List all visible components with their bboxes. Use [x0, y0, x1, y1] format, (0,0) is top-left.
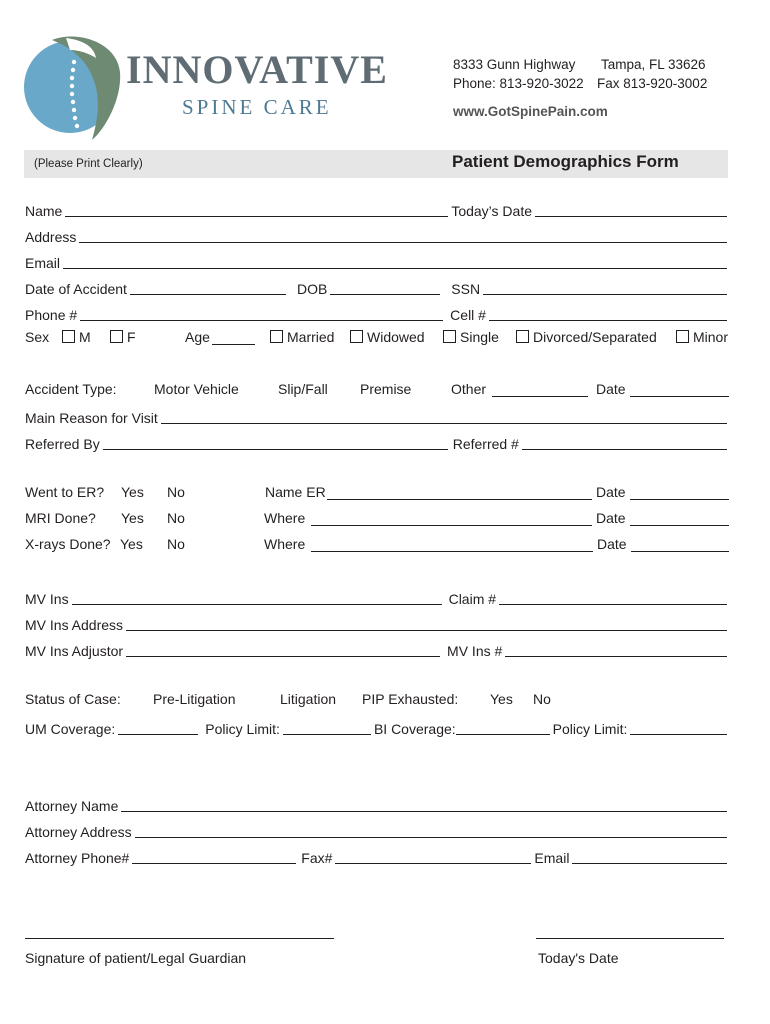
- address-line: 8333 Gunn Highway: [453, 57, 576, 72]
- website-link[interactable]: www.GotSpinePain.com: [453, 104, 608, 119]
- sex-male-option[interactable]: M: [62, 329, 91, 345]
- name-field[interactable]: [65, 202, 448, 217]
- policy-limit-label: Policy Limit:: [205, 721, 280, 737]
- policy-limit-2-field[interactable]: [630, 720, 727, 735]
- spine-logo-icon: [22, 32, 132, 142]
- claim-field[interactable]: [499, 590, 727, 605]
- pre-litigation-option[interactable]: Pre-Litigation: [153, 691, 236, 707]
- checkbox-icon[interactable]: [676, 330, 689, 343]
- name-row: [25, 199, 730, 219]
- email-label: Email: [25, 255, 61, 271]
- brand-name: INNOVATIVE: [126, 47, 388, 92]
- dob-field[interactable]: [330, 280, 440, 295]
- pip-no-option[interactable]: No: [533, 691, 551, 707]
- address-row: [25, 225, 730, 245]
- mv-ins-num-field[interactable]: [505, 642, 727, 657]
- mri-where-label: Where: [264, 510, 306, 526]
- mv-ins-adjustor-field[interactable]: [126, 642, 440, 657]
- cell-field[interactable]: [489, 306, 727, 321]
- age-field[interactable]: [212, 343, 255, 345]
- print-note: (Please Print Clearly): [34, 158, 143, 170]
- checkbox-icon[interactable]: [270, 330, 283, 343]
- motor-vehicle-option[interactable]: Motor Vehicle: [154, 381, 239, 397]
- address-field[interactable]: [79, 228, 727, 243]
- signature-label: Signature of patient/Legal Guardian: [25, 950, 247, 966]
- divorced-option[interactable]: Divorced/Separated: [516, 329, 657, 345]
- accident-date-field[interactable]: [630, 395, 729, 397]
- mri-no-option[interactable]: No: [167, 510, 185, 526]
- age-label: Age: [185, 329, 210, 345]
- other-label: Other: [451, 381, 487, 397]
- dob-label: DOB: [296, 281, 328, 297]
- xrays-date-label: Date: [597, 536, 627, 552]
- um-coverage-label: UM Coverage:: [25, 721, 116, 737]
- todays-date-label: Today’s Date: [451, 203, 532, 219]
- accident-date-label: Date: [596, 381, 626, 397]
- attorney-address-label: Attorney Address: [25, 824, 132, 840]
- mv-ins-address-label: MV Ins Address: [25, 617, 124, 633]
- mv-ins-address-field[interactable]: [126, 616, 727, 631]
- checkbox-icon[interactable]: [443, 330, 456, 343]
- name-er-field[interactable]: [327, 498, 592, 500]
- mv-ins-address-row: [25, 613, 730, 633]
- xrays-yes-option[interactable]: Yes: [120, 536, 143, 552]
- checkbox-icon[interactable]: [516, 330, 529, 343]
- referred-num-label: Referred #: [452, 436, 519, 452]
- policy-limit-field[interactable]: [283, 720, 371, 735]
- single-option[interactable]: Single: [443, 329, 499, 345]
- minor-option[interactable]: Minor: [676, 329, 728, 345]
- attorney-phone-row: [25, 846, 730, 866]
- xrays-date-field[interactable]: [631, 550, 729, 552]
- attorney-address-row: [25, 820, 730, 840]
- mri-date-field[interactable]: [630, 524, 729, 526]
- brand-subtitle: SPINE CARE: [182, 95, 332, 119]
- referred-by-label: Referred By: [25, 436, 100, 452]
- signature-date-line[interactable]: [536, 937, 724, 939]
- signature-line[interactable]: [25, 937, 334, 939]
- coverage-row: [25, 717, 730, 737]
- email-row: [25, 251, 730, 271]
- litigation-option[interactable]: Litigation: [280, 691, 337, 707]
- attorney-name-row: [25, 794, 730, 814]
- signature-date-label: Today's Date: [538, 950, 619, 966]
- phone-field[interactable]: [80, 306, 443, 321]
- date-of-accident-field[interactable]: [130, 280, 286, 295]
- bi-coverage-label: BI Coverage:: [373, 721, 456, 737]
- checkbox-icon[interactable]: [62, 330, 75, 343]
- pip-exhausted-label: PIP Exhausted:: [362, 691, 459, 707]
- cell-label: Cell #: [450, 307, 486, 323]
- referred-row: [25, 432, 730, 452]
- mri-where-field[interactable]: [311, 524, 592, 526]
- claim-label: Claim #: [448, 591, 497, 607]
- referred-by-field[interactable]: [103, 435, 448, 450]
- email-field[interactable]: [63, 254, 727, 269]
- mv-ins-num-label: MV Ins #: [447, 643, 503, 659]
- bi-coverage-field[interactable]: [456, 720, 550, 735]
- attorney-address-field[interactable]: [135, 823, 727, 838]
- checkbox-icon[interactable]: [110, 330, 123, 343]
- main-reason-label: Main Reason for Visit: [25, 410, 158, 426]
- ssn-field[interactable]: [483, 280, 727, 295]
- er-date-field[interactable]: [630, 498, 729, 500]
- premise-option[interactable]: Premise: [360, 381, 412, 397]
- attorney-fax-field[interactable]: [335, 849, 531, 864]
- xrays-where-field[interactable]: [311, 550, 593, 552]
- other-field[interactable]: [492, 395, 588, 397]
- date-of-accident-label: Date of Accident: [25, 281, 127, 297]
- attorney-email-label: Email: [534, 850, 570, 866]
- pip-yes-option[interactable]: Yes: [490, 691, 513, 707]
- phone-cell-row: [25, 303, 730, 323]
- mri-date-label: Date: [596, 510, 626, 526]
- name-er-label: Name ER: [265, 484, 326, 500]
- main-reason-field[interactable]: [161, 409, 727, 424]
- mri-done-label: MRI Done?: [25, 510, 96, 526]
- address-label: Address: [25, 229, 77, 245]
- sex-female-option[interactable]: F: [110, 329, 136, 345]
- married-option[interactable]: Married: [270, 329, 334, 345]
- mv-ins-field[interactable]: [72, 590, 442, 605]
- xrays-where-label: Where: [264, 536, 306, 552]
- went-to-er-label: Went to ER?: [25, 484, 105, 500]
- mv-ins-adjustor-label: MV Ins Adjustor: [25, 643, 124, 659]
- phone-line: Phone: 813-920-3022: [453, 76, 584, 91]
- ssn-label: SSN: [451, 281, 481, 297]
- status-of-case-label: Status of Case:: [25, 691, 121, 707]
- xrays-no-option[interactable]: No: [167, 536, 185, 552]
- main-reason-row: [25, 406, 730, 426]
- mv-ins-row: [25, 587, 730, 607]
- accident-dob-ssn-row: [25, 277, 730, 297]
- sex-label: Sex: [25, 329, 50, 345]
- accident-type-label: Accident Type:: [25, 381, 117, 397]
- um-coverage-field[interactable]: [118, 720, 198, 735]
- mv-ins-adjustor-row: [25, 639, 730, 659]
- checkbox-icon[interactable]: [350, 330, 363, 343]
- attorney-fax-label: Fax#: [301, 850, 333, 866]
- todays-date-field[interactable]: [535, 202, 727, 217]
- attorney-name-field[interactable]: [121, 797, 727, 812]
- er-yes-option[interactable]: Yes: [121, 484, 144, 500]
- xrays-done-label: X-rays Done?: [25, 536, 111, 552]
- referred-num-field[interactable]: [522, 435, 727, 450]
- er-no-option[interactable]: No: [167, 484, 185, 500]
- mri-yes-option[interactable]: Yes: [121, 510, 144, 526]
- policy-limit-2-label: Policy Limit:: [552, 721, 628, 737]
- attorney-email-field[interactable]: [572, 849, 727, 864]
- phone-label: Phone #: [25, 307, 78, 323]
- fax-line: Fax 813-920-3002: [597, 76, 708, 91]
- attorney-phone-field[interactable]: [132, 849, 296, 864]
- attorney-phone-label: Attorney Phone#: [25, 850, 130, 866]
- mv-ins-label: MV Ins: [25, 591, 69, 607]
- name-label: Name: [25, 203, 63, 219]
- attorney-name-label: Attorney Name: [25, 798, 119, 814]
- form-title: Patient Demographics Form: [452, 152, 679, 171]
- er-date-label: Date: [596, 484, 626, 500]
- slip-fall-option[interactable]: Slip/Fall: [278, 381, 328, 397]
- city-line: Tampa, FL 33626: [601, 57, 706, 72]
- widowed-option[interactable]: Widowed: [350, 329, 425, 345]
